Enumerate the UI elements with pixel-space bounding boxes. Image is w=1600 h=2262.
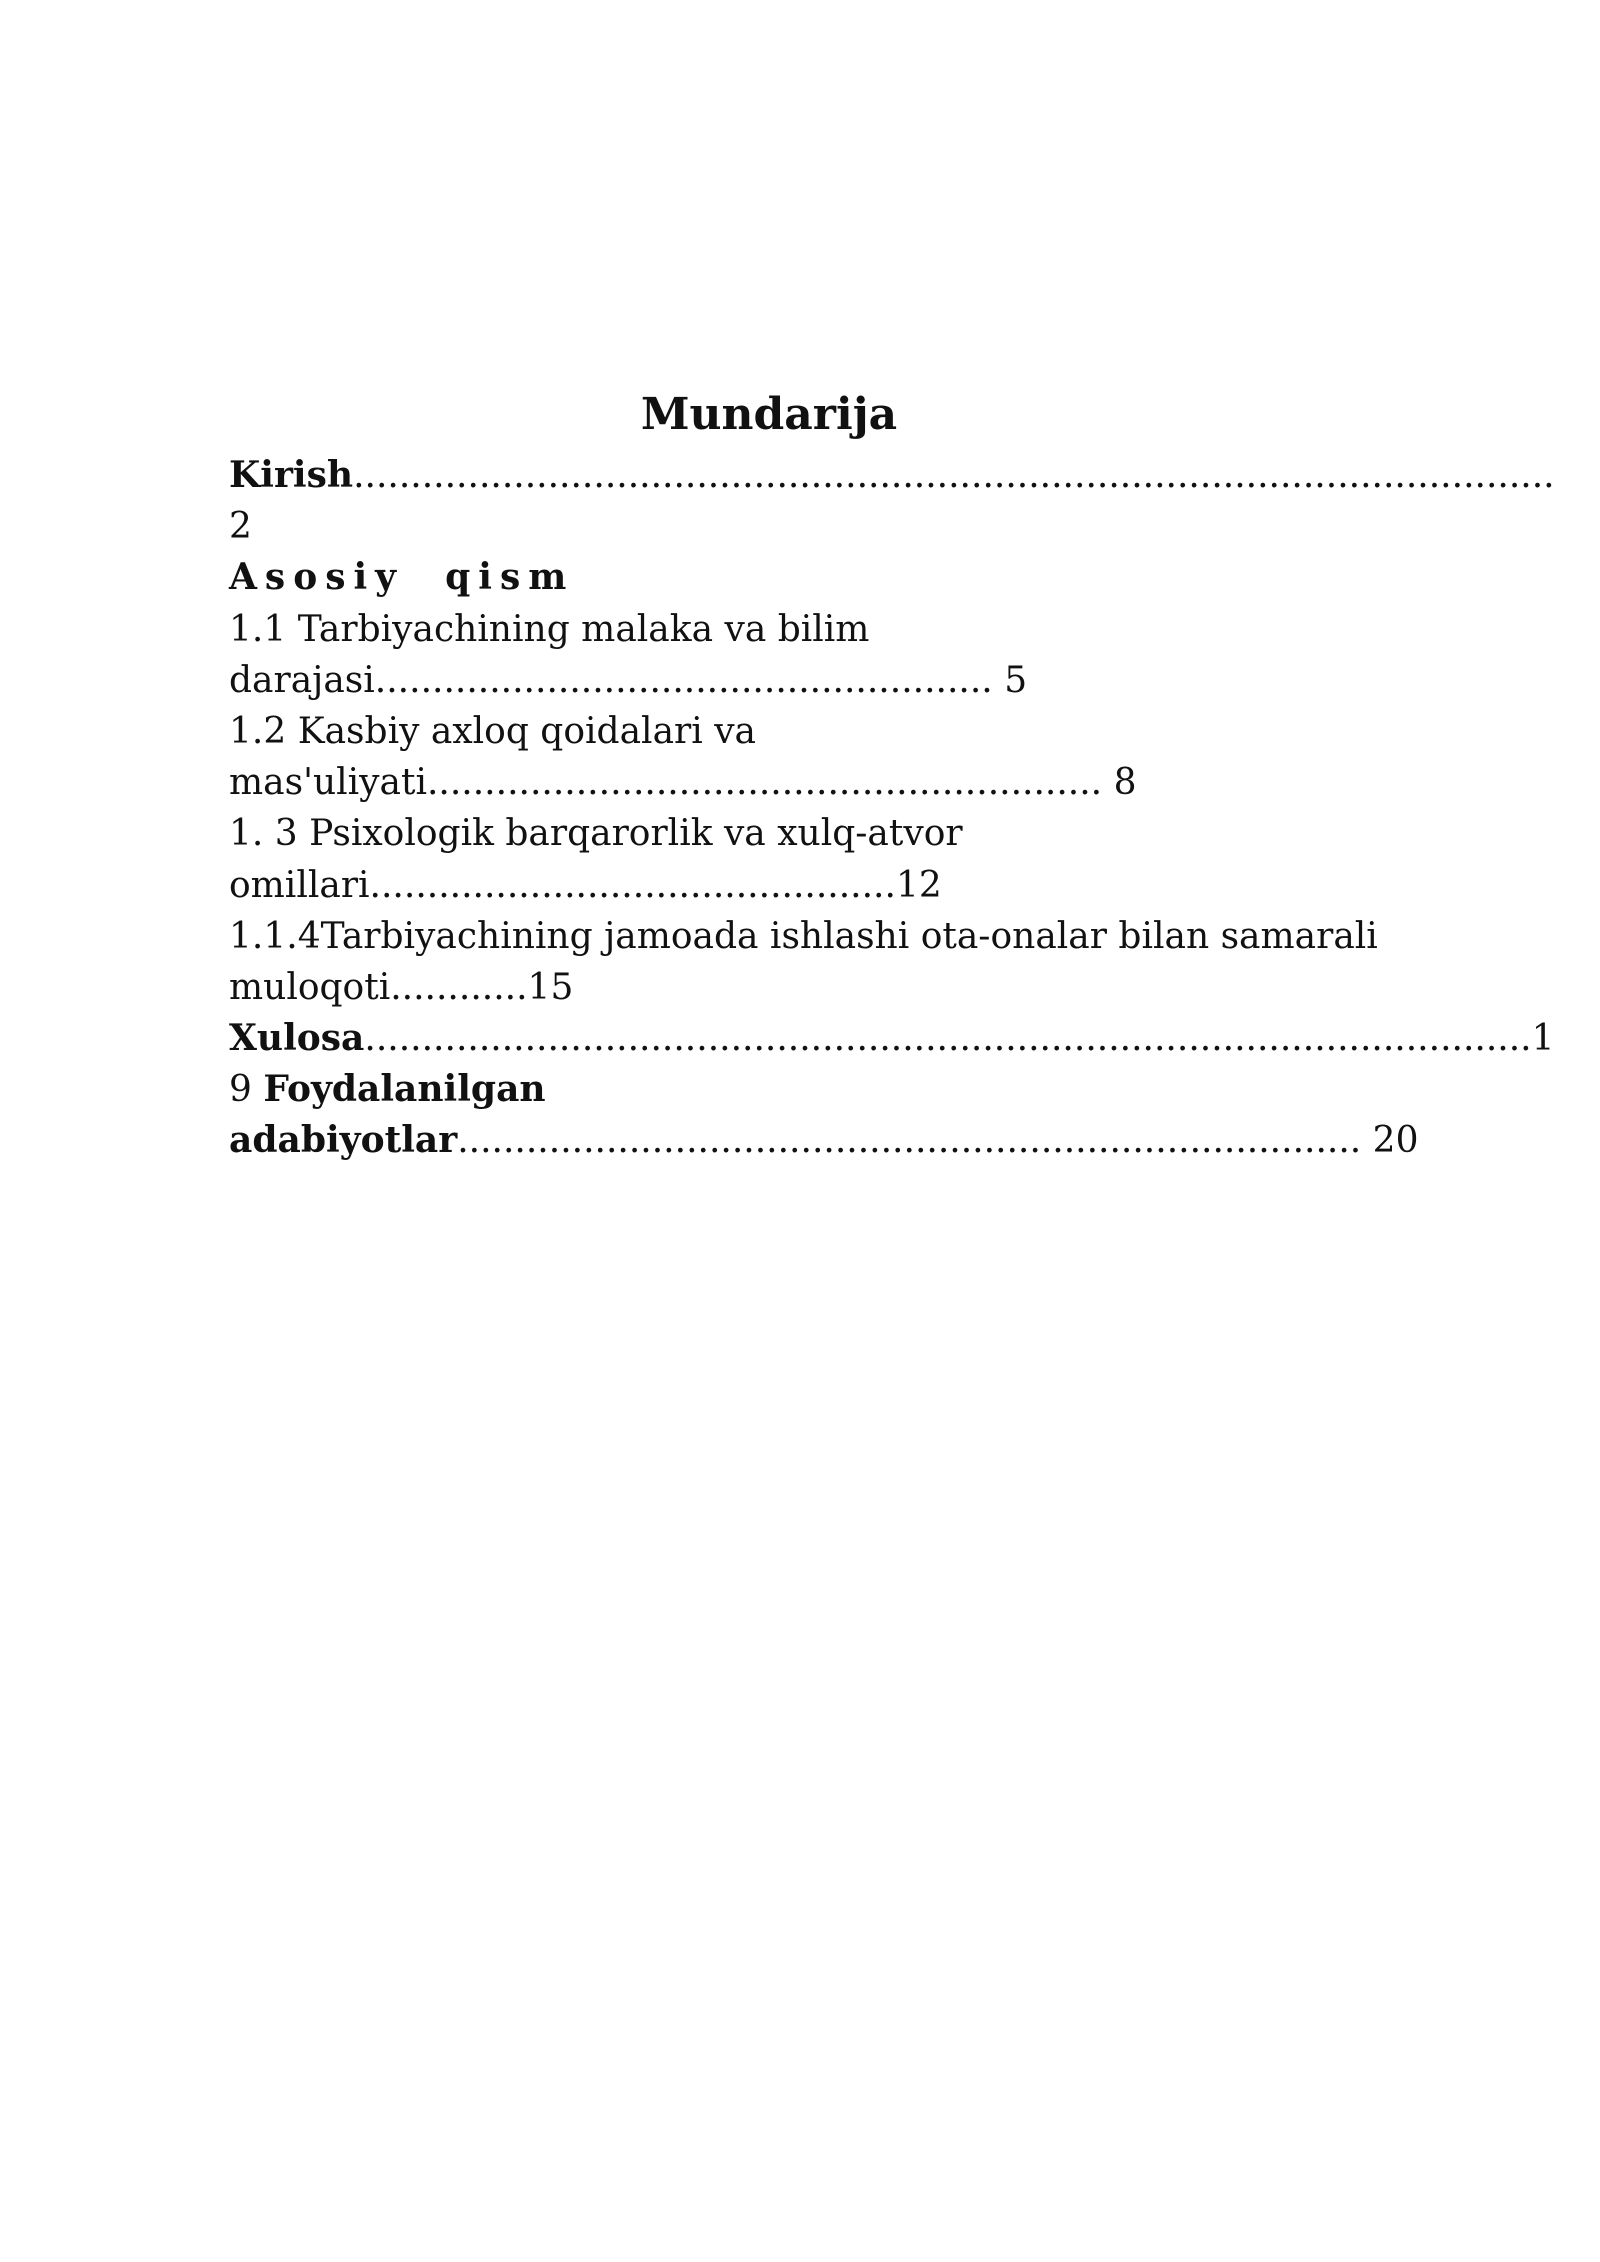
toc-entry-1-2-page: 8 [1102, 762, 1137, 804]
toc-leader-dots: ...................................................... [374, 659, 993, 701]
toc-entry-references-line1 [229, 1064, 1499, 1115]
toc-entry-references-line2 [229, 1115, 1499, 1166]
toc-entry-1-3-page: 12 [895, 864, 942, 906]
toc-entry-references-label-line2: adabiyotlar [229, 1119, 458, 1162]
toc-leader-dots: ........................................................... [426, 762, 1103, 804]
toc-entry-1-3-title: 1. 3 Psixologik barqarorlik va xulq-atvor [229, 813, 963, 855]
toc-leader-dots: ......................................................................................................... [353, 455, 1555, 496]
toc-title: Mundarija [640, 389, 898, 440]
toc-entry-1-1-leader [229, 655, 1499, 706]
toc-entry-1-2-title: 1.2 Kasbiy axloq qoidalari va [229, 710, 756, 752]
toc-entry-1-1-page: 5 [992, 659, 1028, 701]
toc-entry-1-2-text: mas'uliyati [229, 762, 427, 804]
toc-leader-dots: ............................................................................... [457, 1120, 1362, 1162]
toc-entry-intro-label: Kirish [229, 454, 354, 496]
toc-entry-conclusion-label: Xulosa [229, 1017, 365, 1060]
toc-entry-1-1-4-leader [229, 962, 1499, 1013]
toc-entry-references-label-line1: Foydalanilgan [263, 1068, 546, 1111]
toc-entry-intro-page-line [229, 501, 1499, 552]
toc-entry-intro-page: 2 [229, 506, 252, 548]
toc-entry-1-1-4-title: 1.1.4Tarbiyachining jamoada ishlashi ota-onalar bilan samarali [229, 915, 1378, 957]
toc-entry-1-1-4-text: muloqoti [229, 966, 391, 1008]
toc-leader-dots: ...................................................................................................... [364, 1018, 1532, 1060]
toc-entry-references-page: 20 [1361, 1120, 1419, 1162]
toc-main-part-heading: Asosiy qism [229, 556, 575, 599]
toc-entry-conclusion-page-part2: 9 [229, 1069, 252, 1111]
toc-leader-dots: ............ [390, 966, 528, 1008]
toc-entry-1-3-leader [229, 860, 1499, 911]
toc-entry-1-1-4-page: 15 [527, 966, 574, 1008]
toc-entry-1-3-text: omillari [229, 864, 370, 906]
toc-entry-1-1-title: 1.1 Tarbiyachining malaka va bilim [229, 608, 870, 650]
toc-leader-dots: .............................................. [369, 864, 896, 906]
toc-entry-conclusion [229, 1013, 1555, 1064]
toc-entry-conclusion-page-part1: 1 [1531, 1018, 1555, 1060]
table-of-contents [229, 380, 1555, 1167]
toc-entry-1-2-leader [229, 757, 1499, 808]
toc-entry-1-1-text: darajasi [229, 659, 375, 701]
toc-entry-intro [229, 450, 1555, 501]
